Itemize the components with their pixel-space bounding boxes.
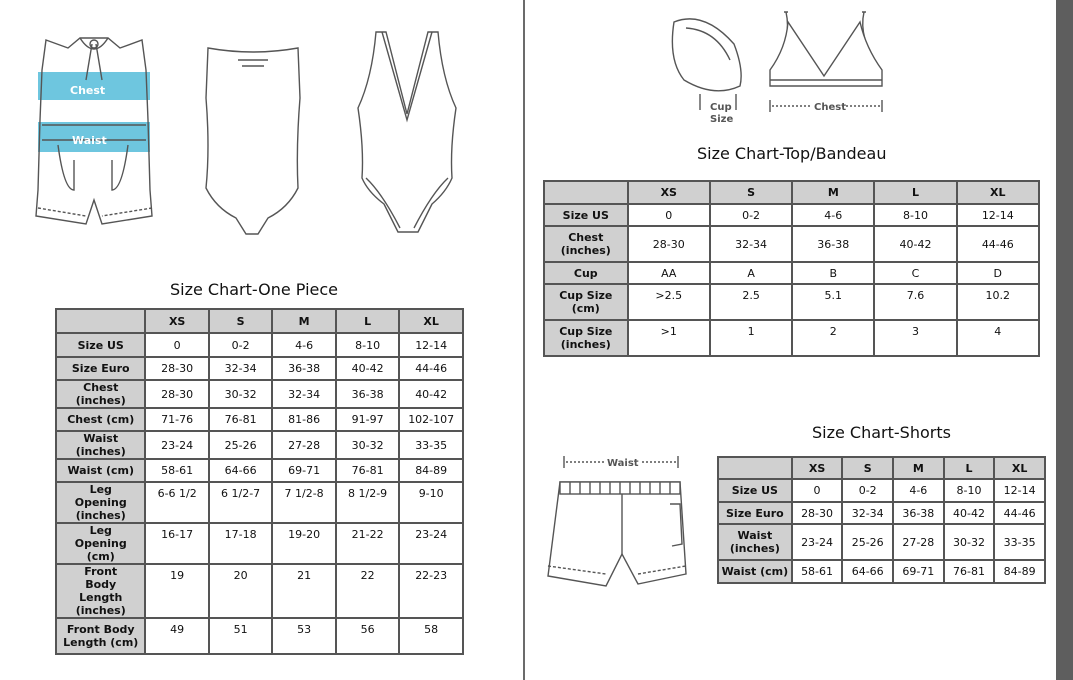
table-cell: 64-66: [209, 459, 273, 482]
table-row: [544, 320, 1039, 356]
table-cell: 30-32: [944, 524, 995, 560]
table-cell: 28-30: [145, 380, 208, 408]
table-cell: 58-61: [792, 560, 843, 583]
table-row: [544, 204, 1039, 226]
table-cell: AA: [628, 262, 710, 284]
table-row: [56, 459, 463, 482]
page-divider: [523, 0, 525, 680]
table-cell: 0-2: [842, 479, 893, 502]
table-row: [56, 431, 463, 459]
table-cell: 0: [145, 333, 208, 357]
table-cell: >2.5: [628, 284, 710, 320]
table-cell: 32-34: [842, 502, 893, 524]
table-cell: 20: [209, 564, 273, 618]
deep-v-swimsuit-illustration: [352, 28, 462, 238]
table-cell: 28-30: [792, 502, 843, 524]
one-piece-title: Size Chart-One Piece: [170, 280, 339, 299]
table-cell: 36-38: [893, 502, 944, 524]
size-column-header: L: [874, 181, 956, 204]
table-corner-cell: [544, 181, 628, 204]
table-cell: 3: [874, 320, 956, 356]
table-cell: 53: [272, 618, 336, 654]
table-cell: A: [710, 262, 792, 284]
table-cell: 28-30: [628, 226, 710, 262]
table-cell: 0: [628, 204, 710, 226]
row-label: Chest (inches): [544, 226, 628, 262]
table-cell: 12-14: [399, 333, 463, 357]
table-cell: 4-6: [893, 479, 944, 502]
size-column-header: L: [944, 457, 995, 479]
table-cell: 76-81: [944, 560, 995, 583]
table-cell: B: [792, 262, 874, 284]
table-cell: 1: [710, 320, 792, 356]
table-cell: 9-10: [399, 482, 463, 523]
top-bandeau-title: Size Chart-Top/Bandeau: [697, 144, 887, 163]
row-label: Size Euro: [718, 502, 792, 524]
size-column-header: M: [893, 457, 944, 479]
table-cell: 4-6: [792, 204, 874, 226]
table-cell: 0: [792, 479, 843, 502]
table-cell: 8-10: [944, 479, 995, 502]
table-cell: 36-38: [792, 226, 874, 262]
table-cell: 44-46: [399, 357, 463, 380]
shorts-illustration: [540, 454, 700, 600]
table-row: [544, 226, 1039, 262]
table-cell: 6-6 1/2: [145, 482, 208, 523]
table-cell: 32-34: [209, 357, 273, 380]
table-cell: 44-46: [994, 502, 1045, 524]
table-cell: 7 1/2-8: [272, 482, 336, 523]
row-label: Chest (inches): [56, 380, 145, 408]
table-cell: 33-35: [399, 431, 463, 459]
table-cell: 25-26: [209, 431, 273, 459]
table-corner-cell: [718, 457, 792, 479]
table-cell: 58: [399, 618, 463, 654]
cup-size-label-2: Size: [710, 114, 734, 125]
row-label: Chest (cm): [56, 408, 145, 431]
table-cell: 40-42: [399, 380, 463, 408]
table-cell: 30-32: [209, 380, 273, 408]
table-cell: 40-42: [874, 226, 956, 262]
table-cell: 21-22: [336, 523, 400, 564]
romper-waist-label: Waist: [72, 134, 107, 147]
row-label: Waist (cm): [718, 560, 792, 583]
table-cell: 44-46: [957, 226, 1039, 262]
bandeau-onepiece-illustration: [198, 38, 308, 238]
table-cell: 30-32: [336, 431, 400, 459]
table-cell: 0-2: [710, 204, 792, 226]
table-row: [718, 479, 1045, 502]
table-cell: 91-97: [336, 408, 400, 431]
row-label: Front Body Length (inches): [56, 564, 145, 618]
table-cell: >1: [628, 320, 710, 356]
table-cell: 23-24: [792, 524, 843, 560]
table-cell: 5.1: [792, 284, 874, 320]
table-cell: 19: [145, 564, 208, 618]
table-cell: 17-18: [209, 523, 273, 564]
size-column-header: XS: [145, 309, 208, 333]
table-cell: 2: [792, 320, 874, 356]
bra-chest-label: Chest: [814, 102, 846, 113]
row-label: Cup: [544, 262, 628, 284]
table-row: [56, 618, 463, 654]
table-corner-cell: [56, 309, 145, 333]
table-row: [56, 482, 463, 523]
size-column-header: S: [209, 309, 273, 333]
table-row: [56, 380, 463, 408]
table-cell: 64-66: [842, 560, 893, 583]
size-column-header: S: [710, 181, 792, 204]
table-cell: C: [874, 262, 956, 284]
table-cell: 21: [272, 564, 336, 618]
table-cell: 27-28: [893, 524, 944, 560]
table-cell: 56: [336, 618, 400, 654]
size-column-header: XS: [628, 181, 710, 204]
table-cell: 40-42: [944, 502, 995, 524]
table-row: [56, 523, 463, 564]
table-row: [544, 262, 1039, 284]
table-row: [56, 408, 463, 431]
table-cell: 10.2: [957, 284, 1039, 320]
row-label: Leg Opening (cm): [56, 523, 145, 564]
size-column-header: XL: [957, 181, 1039, 204]
table-cell: 69-71: [272, 459, 336, 482]
table-cell: 8 1/2-9: [336, 482, 400, 523]
table-cell: 12-14: [957, 204, 1039, 226]
table-row: [56, 357, 463, 380]
table-cell: 69-71: [893, 560, 944, 583]
table-cell: 32-34: [272, 380, 336, 408]
row-label: Leg Opening (inches): [56, 482, 145, 523]
table-cell: 6 1/2-7: [209, 482, 273, 523]
table-cell: 84-89: [399, 459, 463, 482]
table-cell: 7.6: [874, 284, 956, 320]
size-column-header: M: [792, 181, 874, 204]
cup-size-label-1: Cup: [710, 102, 732, 113]
table-row: [56, 333, 463, 357]
table-row: [718, 560, 1045, 583]
table-cell: 33-35: [994, 524, 1045, 560]
shorts-title: Size Chart-Shorts: [812, 423, 951, 442]
table-cell: 51: [209, 618, 273, 654]
table-row: [718, 502, 1045, 524]
table-cell: 32-34: [710, 226, 792, 262]
row-label: Size US: [544, 204, 628, 226]
row-label: Front Body Length (cm): [56, 618, 145, 654]
romper-illustration: [28, 30, 158, 230]
table-cell: 58-61: [145, 459, 208, 482]
table-cell: 16-17: [145, 523, 208, 564]
triangle-bra-illustration: [764, 8, 890, 118]
table-cell: 76-81: [209, 408, 273, 431]
table-row: [56, 564, 463, 618]
table-cell: 27-28: [272, 431, 336, 459]
table-cell: 71-76: [145, 408, 208, 431]
row-label: Waist (cm): [56, 459, 145, 482]
table-cell: 8-10: [336, 333, 400, 357]
size-column-header: L: [336, 309, 400, 333]
table-cell: 4-6: [272, 333, 336, 357]
size-column-header: XL: [994, 457, 1045, 479]
row-label: Cup Size (inches): [544, 320, 628, 356]
table-cell: 84-89: [994, 560, 1045, 583]
row-label: Size US: [718, 479, 792, 502]
table-cell: D: [957, 262, 1039, 284]
romper-chest-label: Chest: [70, 84, 106, 97]
table-cell: 23-24: [399, 523, 463, 564]
table-cell: 36-38: [272, 357, 336, 380]
top-bandeau-size-table: [543, 180, 1040, 357]
table-cell: 49: [145, 618, 208, 654]
table-cell: 12-14: [994, 479, 1045, 502]
table-cell: 2.5: [710, 284, 792, 320]
scrollbar[interactable]: [1056, 0, 1073, 680]
row-label: Cup Size (cm): [544, 284, 628, 320]
table-cell: 8-10: [874, 204, 956, 226]
table-cell: 36-38: [336, 380, 400, 408]
row-label: Waist (inches): [718, 524, 792, 560]
row-label: Size US: [56, 333, 145, 357]
row-label: Size Euro: [56, 357, 145, 380]
table-cell: 25-26: [842, 524, 893, 560]
table-cell: 28-30: [145, 357, 208, 380]
table-cell: 22: [336, 564, 400, 618]
shorts-size-table: [717, 456, 1046, 584]
shorts-waist-label: Waist: [607, 458, 639, 469]
table-cell: 0-2: [209, 333, 273, 357]
table-cell: 76-81: [336, 459, 400, 482]
one-piece-size-table: [55, 308, 464, 655]
size-column-header: XL: [399, 309, 463, 333]
size-column-header: S: [842, 457, 893, 479]
row-label: Waist (inches): [56, 431, 145, 459]
table-cell: 22-23: [399, 564, 463, 618]
table-cell: 81-86: [272, 408, 336, 431]
table-cell: 23-24: [145, 431, 208, 459]
table-cell: 4: [957, 320, 1039, 356]
table-cell: 19-20: [272, 523, 336, 564]
bandeau-cup-illustration: [664, 10, 754, 128]
table-row: [718, 524, 1045, 560]
size-column-header: XS: [792, 457, 843, 479]
table-cell: 40-42: [336, 357, 400, 380]
table-cell: 102-107: [399, 408, 463, 431]
table-row: [544, 284, 1039, 320]
size-column-header: M: [272, 309, 336, 333]
